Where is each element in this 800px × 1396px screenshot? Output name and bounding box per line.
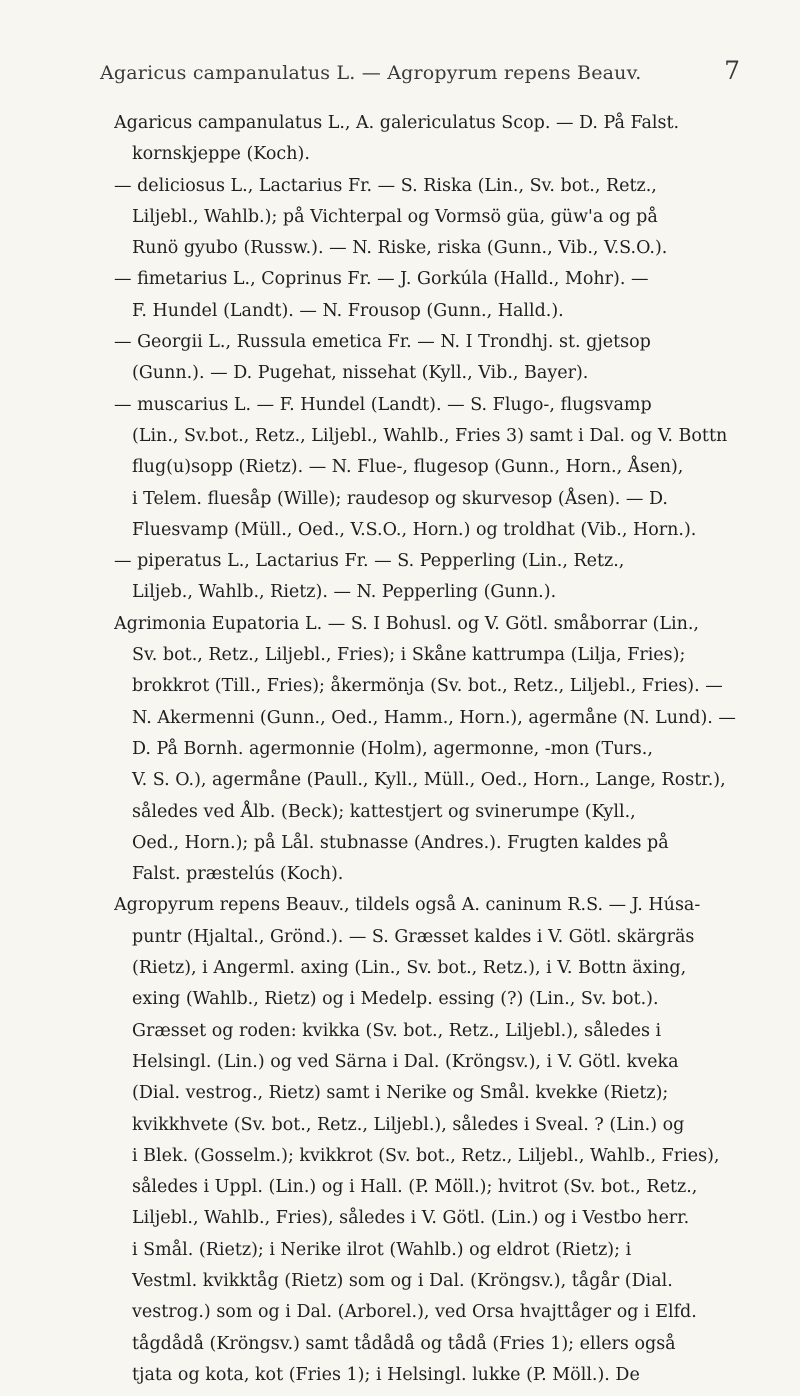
text-line: — deliciosus L., Lactarius Fr. — S. Riska (Lin., Sv. bot., Retz., — [114, 175, 657, 196]
text-line: — muscarius L. — F. Hundel (Landt). — S. Flugo-, flugsvamp — [114, 394, 652, 415]
text-line: kornskjeppe (Koch). — [132, 144, 310, 165]
text-line: flug(u)sopp (Rietz). — N. Flue-, flugesop (Gunn., Horn., Åsen), — [132, 457, 684, 478]
text-line: i Smål. (Rietz); i Nerike ilrot (Wahlb.) og eldrot (Rietz); i — [132, 1239, 632, 1260]
text-line: D. På Bornh. agermonnie (Holm), agermonne, -mon (Turs., — [132, 738, 653, 759]
text-line: Liljebl., Wahlb.); på Vichterpal og Vormsö güa, güw'a og på — [132, 206, 658, 227]
text-line: brokkrot (Till., Fries); åkermönja (Sv. bot., Retz., Liljebl., Fries). — — [132, 676, 723, 697]
text-line: puntr (Hjaltal., Grönd.). — S. Græsset kaldes i V. Götl. skärgräs — [132, 926, 695, 947]
text-line: Falst. præstelús (Koch). — [132, 864, 344, 885]
text-line: — fimetarius L., Coprinus Fr. — J. Gorkúla (Halld., Mohr). — — [114, 269, 649, 290]
text-line: (Gunn.). — D. Pugehat, nissehat (Kyll., Vib., Bayer). — [132, 363, 589, 384]
text-line: i Blek. (Gosselm.); kvikkrot (Sv. bot., Retz., Liljebl., Wahlb., Fries), — [132, 1145, 720, 1166]
text-line: Helsingl. (Lin.) og ved Särna i Dal. (Kröngsv.), i V. Götl. kveka — [132, 1051, 679, 1072]
text-line: Vestml. kvikktåg (Rietz) som og i Dal. (Kröngsv.), tågår (Dial. — [132, 1270, 673, 1291]
text-line: V. S. O.), agermåne (Paull., Kyll., Müll., Oed., Horn., Lange, Rostr.), — [132, 770, 726, 791]
text-line: Liljeb., Wahlb., Rietz). — N. Pepperling (Gunn.). — [132, 582, 557, 603]
running-header — [100, 56, 740, 96]
text-line: i Telem. fluesåp (Wille); raudesop og skurvesop (Åsen). — D. — [132, 488, 668, 509]
text-line: — piperatus L., Lactarius Fr. — S. Pepperling (Lin., Retz., — [114, 551, 625, 572]
text-line: kvikkhvete (Sv. bot., Retz., Liljebl.), således i Sveal. ? (Lin.) og — [132, 1114, 685, 1135]
text-line: Liljebl., Wahlb., Fries), således i V. Götl. (Lin.) og i Vestbo herr. — [132, 1208, 690, 1229]
text-line: tågdådå (Kröngsv.) samt tådådå og tådå (Fries 1); ellers også — [132, 1333, 676, 1354]
text-line: N. Akermenni (Gunn., Oed., Hamm., Horn.), agermåne (N. Lund). — — [132, 707, 736, 728]
text-line: Agaricus campanulatus L., A. galericulatus Scop. — D. På Falst. — [114, 113, 680, 133]
text-line: vestrog.) som og i Dal. (Arborel.), ved Orsa hvajttåger og i Elfd. — [132, 1302, 697, 1323]
running-title: Agaricus campanulatus L. — Agropyrum repens Beauv. — [100, 62, 642, 84]
text-line: (Dial. vestrog., Rietz) samt i Nerike og Smål. kvekke (Rietz); — [132, 1083, 669, 1104]
text-line: Fluesvamp (Müll., Oed., V.S.O., Horn.) og troldhat (Vib., Horn.). — [132, 519, 697, 540]
text-line: Græsset og roden: kvikka (Sv. bot., Retz., Liljebl.), således i — [132, 1020, 662, 1041]
text-line: Agrimonia Eupatoria L. — S. I Bohusl. og V. Götl. småborrar (Lin., — [114, 613, 699, 634]
text-line: Sv. bot., Retz., Liljebl., Fries); i Skåne kattrumpa (Lilja, Fries); — [132, 645, 686, 666]
text-line: tjata og kota, kot (Fries 1); i Helsingl. lukke (P. Möll.). De — [132, 1364, 640, 1385]
page-number: 7 — [724, 56, 740, 85]
text-line: Runö gyubo (Russw.). — N. Riske, riska (Gunn., Vib., V.S.O.). — [132, 238, 668, 259]
entry-text-column — [114, 108, 768, 1391]
text-line: (Lin., Sv.bot., Retz., Liljebl., Wahlb., Fries 3) samt i Dal. og V. Bottn — [132, 425, 728, 446]
text-line: således i Uppl. (Lin.) og i Hall. (P. Möll.); hvitrot (Sv. bot., Retz., — [132, 1177, 698, 1198]
text-line: Agropyrum repens Beauv., tildels også A. caninum R.S. — J. Húsa- — [114, 895, 701, 916]
text-line: exing (Wahlb., Rietz) og i Medelp. essing (?) (Lin., Sv. bot.). — [132, 989, 659, 1010]
text-line: (Rietz), i Angerml. axing (Lin., Sv. bot., Retz.), i V. Bottn äxing, — [132, 958, 687, 979]
text-line: — Georgii L., Russula emetica Fr. — N. I Trondhj. st. gjetsop — [114, 332, 651, 353]
text-line: Oed., Horn.); på Lål. stubnasse (Andres.). Frugten kaldes på — [132, 832, 669, 853]
text-line: F. Hundel (Landt). — N. Frousop (Gunn., Halld.). — [132, 300, 564, 321]
text-line: således ved Ålb. (Beck); kattestjert og svinerumpe (Kyll., — [132, 801, 636, 822]
